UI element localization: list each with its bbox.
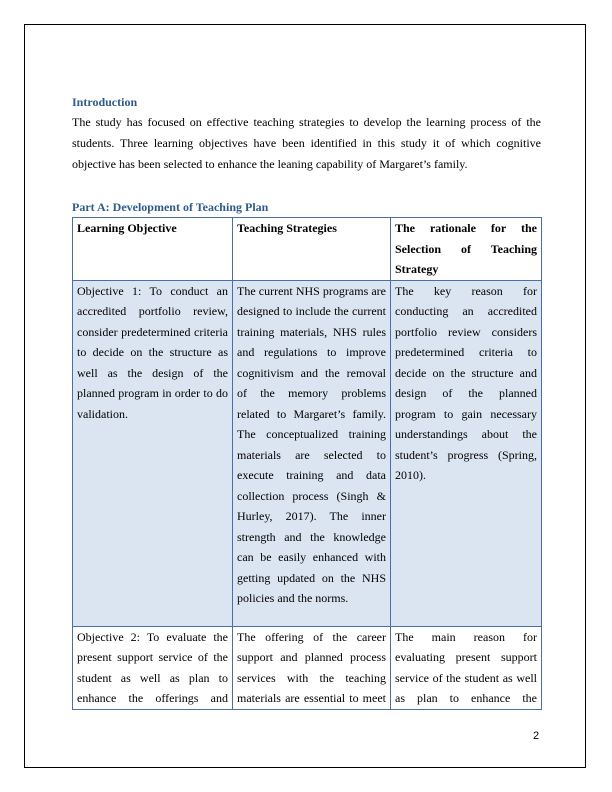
table-header-row: [73, 218, 542, 281]
document-content: [72, 92, 541, 710]
part-a-heading: Part A: Development of Teaching Plan: [72, 200, 269, 214]
objective-cell: Objective 2: To evaluate the present support service of the student as well as plan to enhance the offerings and: [73, 626, 233, 709]
rationale-cell: The key reason for conducting an accredited portfolio review considers predetermined criteria to decide on the structure and design of the planned program to gain necessary understandings about the student’s progress (Spring, 2010).: [391, 280, 542, 626]
table-row: [73, 280, 542, 626]
header-learning-objective: Learning Objective: [73, 218, 233, 281]
table-row: [73, 626, 542, 709]
objective-cell: Objective 1: To conduct an accredited portfolio review, consider predetermined criteria to decide on the structure as well as the design of the planned program in order to do validation.: [73, 280, 233, 626]
strategy-cell: The offering of the career support and planned process services with the teaching materials are essential to meet: [233, 626, 391, 709]
page-number: 2: [533, 730, 540, 742]
header-rationale: The rationale for the Selection of Teaching Strategy: [391, 218, 542, 281]
introduction-paragraph: The study has focused on effective teaching strategies to develop the learning process of the students. Three learning objectives have been identified in this study it of which cognitive objective has been selected to enhance the leaning capability of Margaret’s family.: [72, 115, 541, 171]
header-teaching-strategies: Teaching Strategies: [233, 218, 391, 281]
teaching-plan-table: [72, 217, 542, 710]
rationale-cell: The main reason for evaluating present support service of the student as well as plan to enhance the: [391, 626, 542, 709]
introduction-heading: Introduction: [72, 95, 138, 109]
strategy-cell: The current NHS programs are designed to include the current training materials, NHS rules and regulations to improve cognitivism and the removal of the memory problems related to Margaret’s family. The conceptualized training materials are selected to execute training and data collection process (Singh & Hurley, 2017). The inner strength and the knowledge can be easily enhanced with getting updated on the NHS policies and the norms.: [233, 280, 391, 626]
